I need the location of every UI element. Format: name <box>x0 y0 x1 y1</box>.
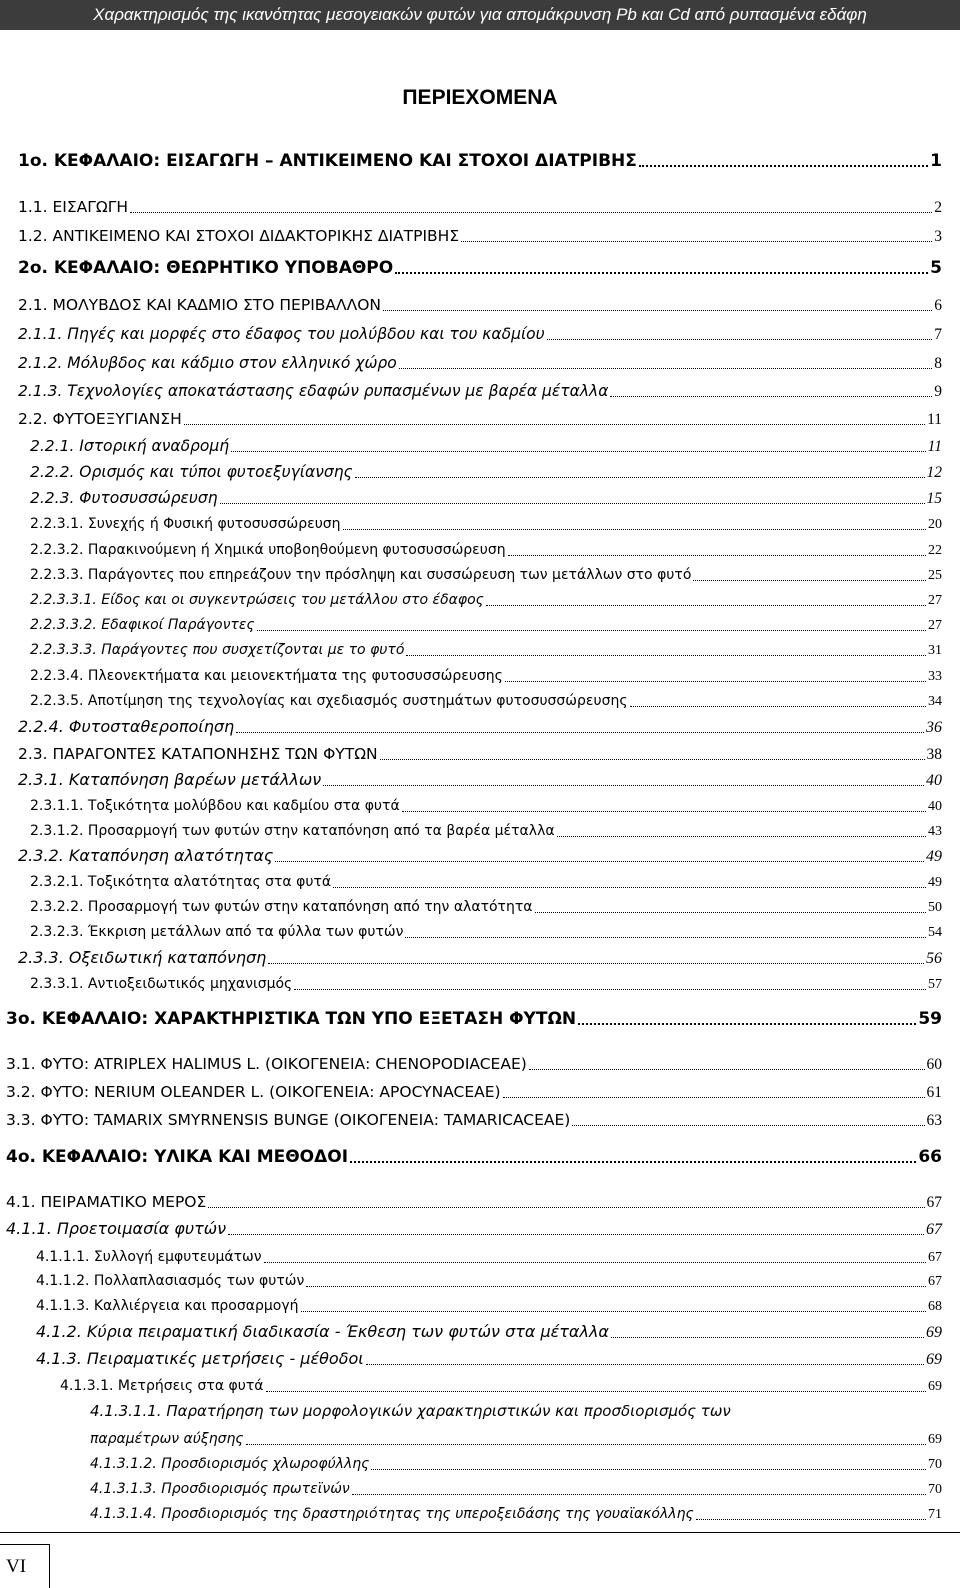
toc-entry[interactable]: 2.3.1.2. Προσαρμογή των φυτών στην καταπόνηση από τα βαρέα μέταλλα 43 <box>30 823 942 839</box>
toc-entry[interactable]: 4ο. ΚΕΦΑΛΑΙΟ: ΥΛΙΚΑ ΚΑΙ ΜΕΘΟΔΟΙ 66 <box>6 1147 942 1167</box>
toc-entry[interactable]: 3.2. ΦΥΤΟ: NERIUM OLEANDER L. (ΟΙΚΟΓΕΝΕΙΑ: APOCYNACEAE) 61 <box>6 1083 942 1101</box>
toc-entry[interactable]: 2.2.3.1. Συνεχής ή Φυσική φυτοσυσσώρευση 20 <box>30 516 942 532</box>
toc-entry[interactable]: 2.2.3.3.1. Είδος και οι συγκεντρώσεις του μετάλλου στο έδαφος 27 <box>30 592 942 608</box>
toc-entry[interactable]: 1.1. ΕΙΣΑΓΩΓΗ 2 <box>18 198 942 216</box>
toc-entry[interactable]: 2.1.1. Πηγές και μορφές στο έδαφος του μολύβδου και του καδμίου 7 <box>18 325 942 343</box>
toc-entry[interactable]: 4.1.1.3. Καλλιέργεια και προσαρμογή 68 <box>36 1298 942 1314</box>
footer-rule <box>0 1532 960 1533</box>
toc-entry[interactable]: 2.3.2.3. Έκκριση μετάλλων από τα φύλλα των φυτών 54 <box>30 924 942 940</box>
toc-entry[interactable]: 4.1.2. Κύρια πειραματική διαδικασία - Έκθεση των φυτών στα μέταλλα 69 <box>36 1322 942 1341</box>
toc-entry[interactable]: 2.3.3.1. Αντιοξειδωτικός μηχανισμός 57 <box>30 976 942 992</box>
toc-entry[interactable]: 2.3.2.2. Προσαρμογή των φυτών στην καταπόνηση από την αλατότητα 50 <box>30 899 942 915</box>
toc-entry[interactable]: 2.3.1.1. Τοξικότητα μολύβδου και καδμίου στα φυτά 40 <box>30 798 942 814</box>
toc-entry[interactable]: 2.1. ΜΟΛΥΒΔΟΣ ΚΑΙ ΚΑΔΜΙΟ ΣΤΟ ΠΕΡΙΒΑΛΛΟΝ 6 <box>18 296 942 314</box>
toc-title: ΠΕΡΙΕΧΟΜΕΝΑ <box>402 86 558 109</box>
toc-entry[interactable]: 2.2.3.2. Παρακινούμενη ή Χημικά υποβοηθούμενη φυτοσυσσώρευση 22 <box>30 542 942 558</box>
toc-entry[interactable]: 2.2.4. Φυτοσταθεροποίηση 36 <box>18 717 942 736</box>
toc-entry[interactable]: 1.2. ΑΝΤΙΚΕΙΜΕΝΟ ΚΑΙ ΣΤΟΧΟΙ ΔΙΔΑΚΤΟΡΙΚΗΣ ΔΙΑΤΡΙΒΗΣ 3 <box>18 227 942 245</box>
toc-entry[interactable]: 2.2.3.5. Αποτίμηση της τεχνολογίας και σχεδιασμός συστημάτων φυτοσυσσώρευσης 34 <box>30 693 942 709</box>
toc-entry[interactable]: 4.1.3. Πειραματικές μετρήσεις - μέθοδοι 69 <box>36 1349 942 1368</box>
toc-entry[interactable]: 4.1.1.1. Συλλογή εμφυτευμάτων 67 <box>36 1249 942 1265</box>
toc-entry[interactable]: 2.3.1. Καταπόνηση βαρέων μετάλλων 40 <box>18 770 942 789</box>
toc-entry[interactable]: 2.3.2.1. Τοξικότητα αλατότητας στα φυτά 49 <box>30 874 942 890</box>
toc-entry[interactable]: 4.1.3.1. Μετρήσεις στα φυτά 69 <box>60 1378 942 1394</box>
toc-entry[interactable]: 1ο. ΚΕΦΑΛΑΙΟ: ΕΙΣΑΓΩΓΗ – ΑΝΤΙΚΕΙΜΕΝΟ ΚΑΙ ΣΤΟΧΟΙ ΔΙΑΤΡΙΒΗΣ 1 <box>18 151 942 171</box>
toc-entry[interactable]: 2.1.3. Τεχνολογίες αποκατάστασης εδαφών ρυπασμένων με βαρέα μέταλλα 9 <box>18 382 942 400</box>
toc-entry[interactable]: 2.2. ΦΥΤΟΕΞΥΓΙΑΝΣΗ 11 <box>18 410 942 428</box>
toc-entry[interactable]: 4.1.3.1.3. Προσδιορισμός πρωτεϊνών 70 <box>90 1481 942 1497</box>
toc-entry[interactable]: 2.2.3.3.3. Παράγοντες που συσχετίζονται με το φυτό 31 <box>30 642 942 658</box>
toc-entry[interactable]: 4.1.3.1.4. Προσδιορισμός της δραστηριότητας της υπεροξειδάσης της γουαϊακόλλης 71 <box>90 1506 942 1522</box>
toc-entry[interactable]: 2.2.2. Ορισμός και τύποι φυτοεξυγίανσης 12 <box>30 463 942 481</box>
running-header: Χαρακτηρισμός της ικανότητας μεσογειακών φυτών για απομάκρυνση Pb και Cd από ρυπασμένα εδάφη <box>0 0 960 30</box>
page-number: VI <box>6 1556 27 1577</box>
toc-entry[interactable]: 2ο. ΚΕΦΑΛΑΙΟ: ΘΕΩΡΗΤΙΚΟ ΥΠΟΒΑΘΡΟ 5 <box>18 258 942 278</box>
toc-entry[interactable]: 4.1.1. Προετοιμασία φυτών 67 <box>6 1219 942 1238</box>
toc-entry[interactable]: 2.1.2. Μόλυβδος και κάδμιο στον ελληνικό χώρο 8 <box>18 354 942 372</box>
toc-entry[interactable]: 4.1.1.2. Πολλαπλασιασμός των φυτών 67 <box>36 1273 942 1289</box>
toc-entry[interactable]: 4.1.3.1.2. Προσδιορισμός χλωροφύλλης 70 <box>90 1456 942 1472</box>
toc-entry[interactable]: 2.2.3.3.2. Εδαφικοί Παράγοντες 27 <box>30 617 942 633</box>
toc-entry[interactable]: 2.3.2. Καταπόνηση αλατότητας 49 <box>18 846 942 865</box>
toc-entry[interactable]: παραμέτρων αύξησης 69 <box>90 1431 942 1447</box>
toc-entry-first-line[interactable]: 4.1.3.1.1. Παρατήρηση των μορφολογικών χαρακτηριστικών και προσδιορισμός των <box>90 1402 731 1420</box>
toc-entry[interactable]: 2.2.3.3. Παράγοντες που επηρεάζουν την πρόσληψη και συσσώρευση των μετάλλων στο φυτό 25 <box>30 567 942 583</box>
toc-entry[interactable]: 4.1. ΠΕΙΡΑΜΑΤΙΚΟ ΜΕΡΟΣ 67 <box>6 1193 942 1211</box>
toc-entry[interactable]: 3.3. ΦΥΤΟ: TAMARIX SMYRNENSIS BUNGE (ΟΙΚΟΓΕΝΕΙΑ: TAMARICACEAE) 63 <box>6 1111 942 1129</box>
toc-entry[interactable]: 2.3.3. Οξειδωτική καταπόνηση 56 <box>18 948 942 967</box>
toc-entry[interactable]: 2.2.3.4. Πλεονεκτήματα και μειονεκτήματα της φυτοσυσσώρευσης 33 <box>30 668 942 684</box>
toc-entry[interactable]: 2.2.1. Ιστορική αναδρομή 11 <box>30 437 942 455</box>
toc-entry[interactable]: 3.1. ΦΥΤΟ: ATRIPLEX HALIMUS L. (ΟΙΚΟΓΕΝΕΙΑ: CHENOPODIACEAE) 60 <box>6 1055 942 1073</box>
toc-entry[interactable]: 2.3. ΠΑΡΑΓΟΝΤΕΣ ΚΑΤΑΠΟΝΗΣΗΣ ΤΩΝ ΦΥΤΩΝ 38 <box>18 745 942 763</box>
toc-entry[interactable]: 2.2.3. Φυτοσυσσώρευση 15 <box>30 489 942 507</box>
toc-entry[interactable]: 3ο. ΚΕΦΑΛΑΙΟ: ΧΑΡΑΚΤΗΡΙΣΤΙΚΑ ΤΩΝ ΥΠΟ ΕΞΕΤΑΣΗ ΦΥΤΩΝ 59 <box>6 1009 942 1029</box>
